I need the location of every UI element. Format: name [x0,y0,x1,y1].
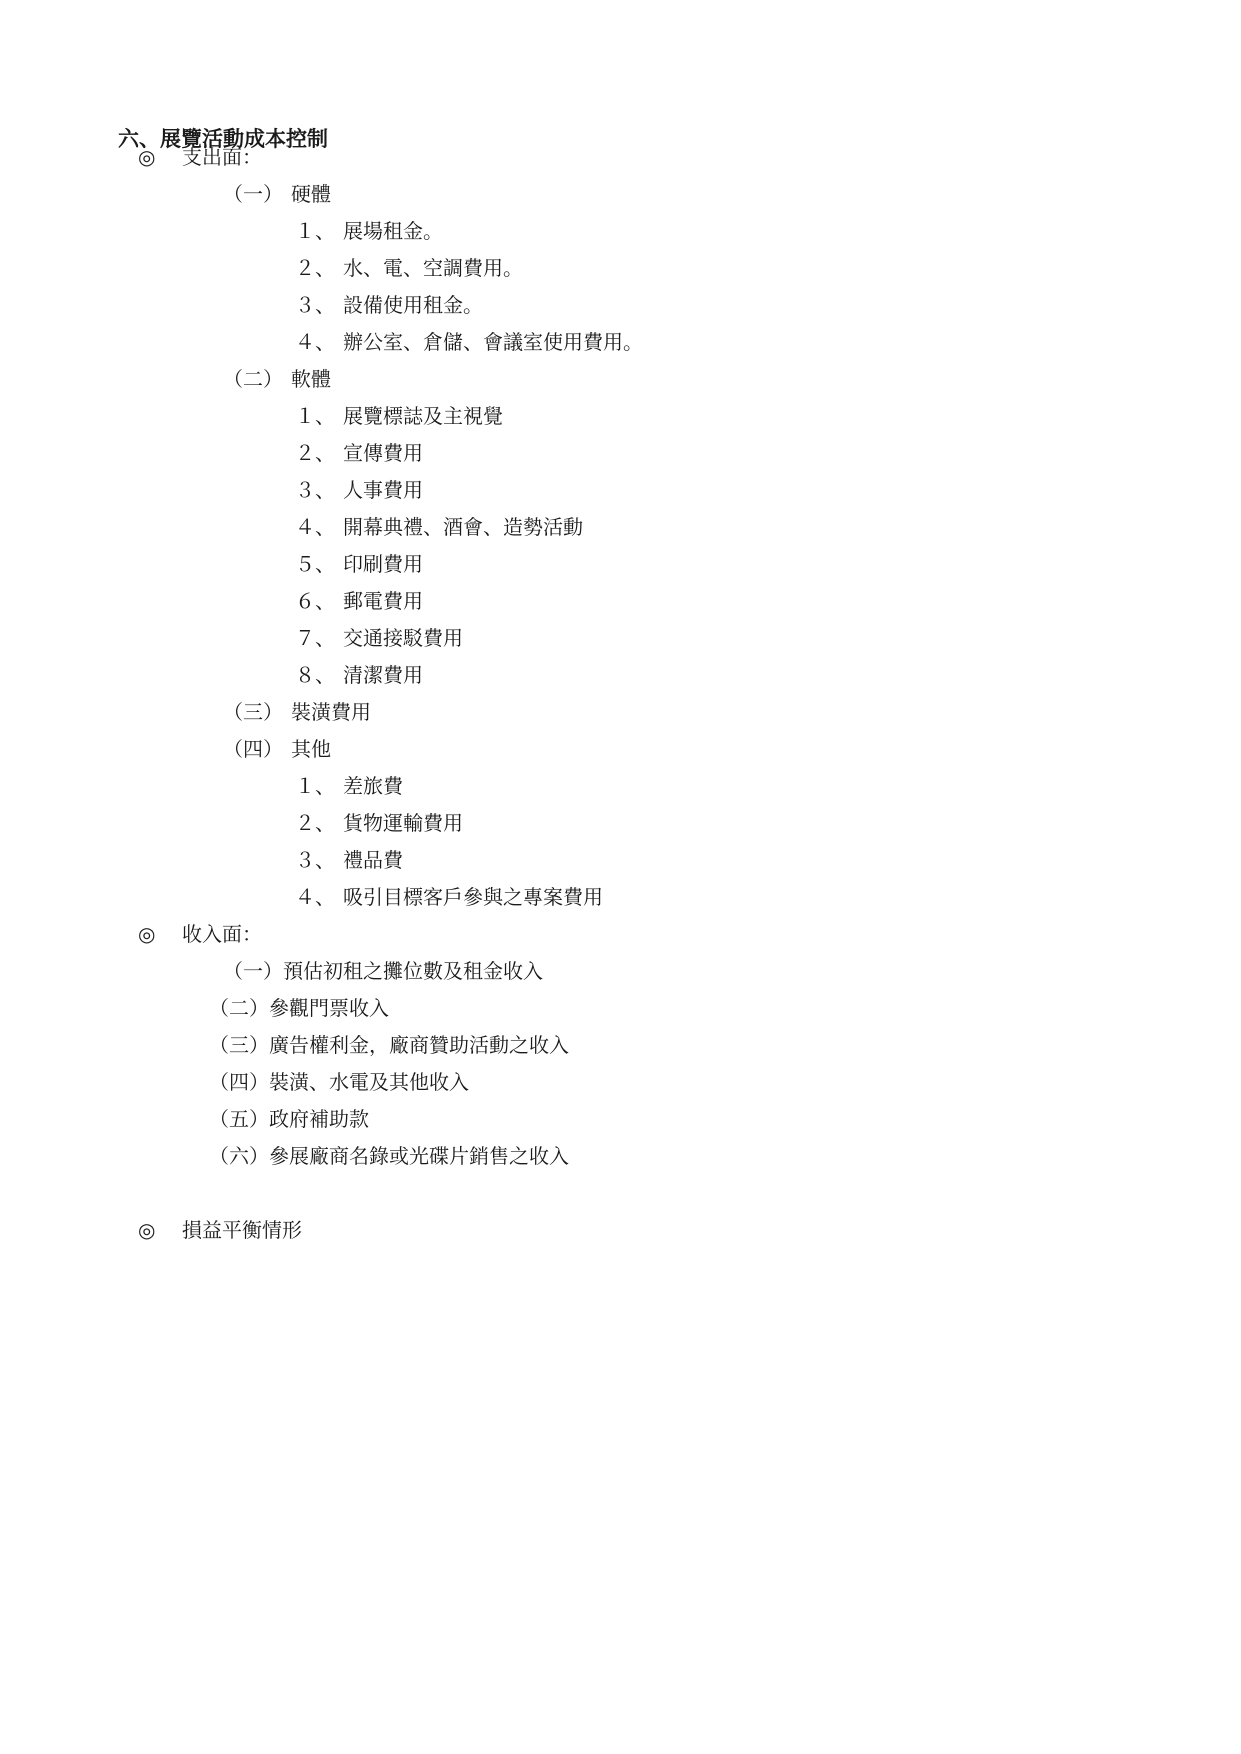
expense-group-other [223,734,331,764]
bullet-double-circle-icon: ◎ [138,1218,156,1242]
item-marker: １、 [295,774,335,798]
bullet-double-circle-icon: ◎ [138,922,156,946]
expense-group-hardware [223,179,331,209]
item-marker: ２、 [295,256,335,280]
item-text: 參展廠商名錄或光碟片銷售之收入 [269,1144,569,1168]
item-marker: １、 [295,404,335,428]
item-marker: ６、 [295,589,335,613]
group-marker: （三） [223,700,283,724]
item-marker: （三） [209,1033,269,1057]
group-label: 其他 [291,737,331,761]
item-text: 展覽標誌及主視覺 [343,404,503,428]
item-marker: ３、 [295,848,335,872]
item-marker: ５、 [295,552,335,576]
item-marker: （六） [209,1144,269,1168]
item-text: 展場租金。 [343,219,443,243]
list-item [295,882,603,912]
group-marker: （一） [223,182,283,206]
list-item [295,253,523,283]
item-marker: ３、 [295,293,335,317]
bullet-double-circle-icon: ◎ [138,145,156,169]
item-marker: ８、 [295,663,335,687]
item-marker: ４、 [295,330,335,354]
item-marker: ２、 [295,441,335,465]
item-text: 裝潢、水電及其他收入 [269,1070,469,1094]
item-text: 預估初租之攤位數及租金收入 [283,959,543,983]
item-marker: （五） [209,1107,269,1131]
item-marker: ７、 [295,626,335,650]
list-item [295,475,423,505]
item-marker: （四） [209,1070,269,1094]
item-text: 禮品費 [343,848,403,872]
list-item [295,549,423,579]
list-item [209,1141,569,1171]
list-item [295,623,463,653]
revenue-label: 收入面： [182,922,262,946]
revenue-heading [138,919,262,949]
group-marker: （四） [223,737,283,761]
balance-label: 損益平衡情形 [182,1218,302,1242]
item-text: 設備使用租金。 [343,293,483,317]
item-text: 參觀門票收入 [269,996,389,1020]
list-item [209,1030,569,1060]
list-item [295,290,483,320]
item-text: 辦公室、倉儲、會議室使用費用。 [343,330,643,354]
group-label: 軟體 [291,367,331,391]
list-item [295,586,423,616]
item-text: 人事費用 [343,478,423,502]
section-title: 六、展覽活動成本控制 [118,127,328,151]
expense-label: 支出面： [182,145,262,169]
item-marker: ２、 [295,811,335,835]
item-text: 開幕典禮、酒會、造勢活動 [343,515,583,539]
list-item [295,327,643,357]
item-text: 水、電、空調費用。 [343,256,523,280]
list-item [209,993,389,1023]
list-item [295,401,503,431]
item-text: 廣告權利金，廠商贊助活動之收入 [269,1033,569,1057]
list-item [295,660,423,690]
group-label: 硬體 [291,182,331,206]
list-item [295,438,423,468]
expense-group-decoration [223,697,371,727]
list-item [223,956,543,986]
item-marker: １、 [295,219,335,243]
group-marker: （二） [223,367,283,391]
list-item [295,771,403,801]
list-item [295,512,583,542]
item-text: 交通接駁費用 [343,626,463,650]
item-marker: ４、 [295,515,335,539]
item-text: 貨物運輸費用 [343,811,463,835]
expense-group-software [223,364,331,394]
item-text: 吸引目標客戶參與之專案費用 [343,885,603,909]
balance-heading [138,1215,302,1245]
item-text: 差旅費 [343,774,403,798]
list-item [209,1067,469,1097]
item-text: 印刷費用 [343,552,423,576]
item-marker: （一） [223,959,283,983]
item-text: 清潔費用 [343,663,423,687]
expense-heading [138,142,262,172]
list-item [209,1104,369,1134]
item-text: 政府補助款 [269,1107,369,1131]
list-item [295,845,403,875]
item-text: 郵電費用 [343,589,423,613]
item-text: 宣傳費用 [343,441,423,465]
item-marker: （二） [209,996,269,1020]
group-label: 裝潢費用 [291,700,371,724]
list-item [295,216,443,246]
item-marker: ４、 [295,885,335,909]
item-marker: ３、 [295,478,335,502]
list-item [295,808,463,838]
